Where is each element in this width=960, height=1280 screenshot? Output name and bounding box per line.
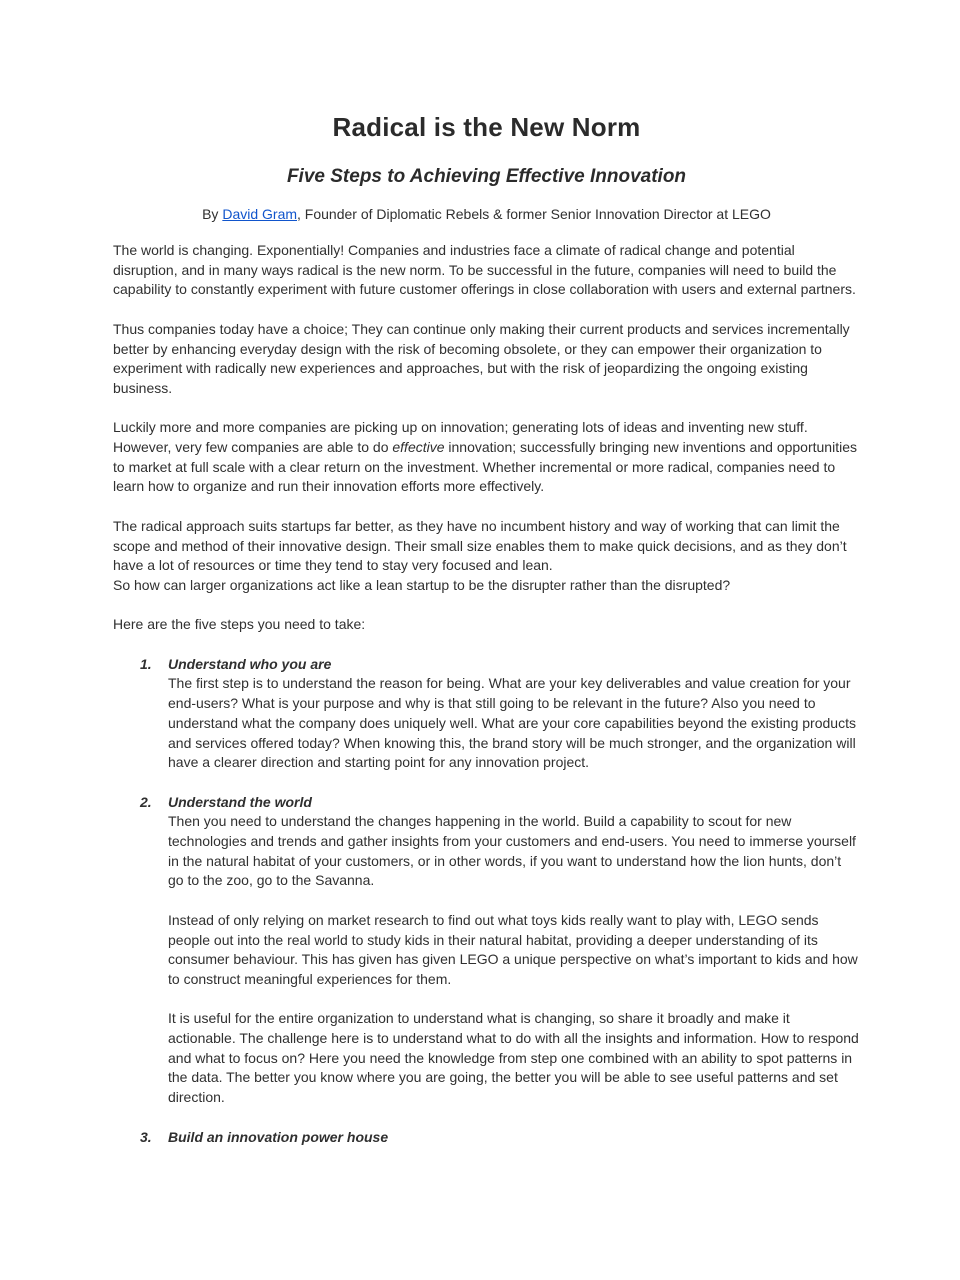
step-item-3 (113, 1128, 860, 1148)
steps-list (113, 655, 860, 1148)
step-body (168, 1128, 860, 1148)
step-item-1 (113, 655, 860, 773)
paragraph-effective-innovation (113, 418, 860, 497)
step-paragraph: Instead of only relying on market research to find out what toys kids really want to play with, LEGO sends people out into the real world to study kids in their natural habitat, providing a deeper understanding of its consumer behaviour. This has given has given LEGO a unique perspective on what’s important to kids and how to construct meaningful experiences for them. (168, 911, 858, 987)
page-title: Radical is the New Norm (332, 112, 641, 142)
byline-suffix: , Founder of Diplomatic Rebels & former Senior Innovation Director at LEGO (297, 206, 771, 222)
step-heading-understand-who-you-are: Understand who you are (168, 655, 332, 672)
author-link[interactable]: David Gram (222, 206, 298, 222)
paragraph-radical-line1: The radical approach suits startups far better, as they have no incumbent history and way of working that can limit the scope and method of their innovative design. Their small size enables them to make quick decisions, and as they don’t have a lot of resources or time they tend to stay very focused and lean. (113, 517, 847, 574)
paragraph-companies-choice: Thus companies today have a choice; They can continue only making their current products and services incrementally better by enhancing everyday design with the risk of becoming obsolete, or they can empower their organization to experiment with radically new experiences and approaches, but with the risk of jeopardizing the ongoing existing business. (113, 320, 850, 396)
paragraph-effective-after: innovation; successfully bringing new inventions and opportunities to market at full scale with a clear return on the investment. Whether incremental or more radical, companies need to learn how to organize and run their innovation efforts more effectively. (113, 439, 857, 495)
step-heading-understand-the-world: Understand the world (168, 793, 312, 810)
paragraph-effective-before: Luckily more and more companies are picking up on innovation; generating lots of ideas and inventing new stuff. However, very few companies are able to do (113, 419, 808, 455)
byline-prefix: By (202, 206, 223, 222)
byline (113, 206, 860, 222)
step-paragraph: Then you need to understand the changes happening in the world. Build a capability to scout for new technologies and trends and gather insights from your customers and end-users. You need to immerse yourself in the natural habitat of your customers, or in other words, if you want to understand how the lion hunts, don’t go to the zoo, go to the Savanna. (168, 813, 856, 889)
step-paragraph: The first step is to understand the reason for being. What are your key deliverables and value creation for your end-users? What is your purpose and why is that still going to be relevant in the future? Also you need to understand what the company does uniquely well. What are your core capabilities beyond the existing products and services offered today? When knowing this, the brand story will be much stronger, and the organization will have a clearer direction and starting point for any innovation project. (168, 675, 856, 771)
paragraph-radical-line2: So how can larger organizations act like a lean startup to be the disrupter rather than the disrupted? (113, 576, 731, 593)
list-intro: Here are the five steps you need to take: (113, 616, 366, 633)
step-body (168, 655, 860, 773)
step-body (168, 793, 860, 1108)
step-paragraph: It is useful for the entire organization to understand what is changing, so share it broadly and make it actionable. The challenge here is to understand what to do with all the insights and information. How to respond and what to focus on? Here you need the knowledge from step one combined with an ability to spot patterns in the data. The better you know where you are going, the better you will be able to see useful patterns and set direction. (168, 1010, 859, 1106)
step-heading-build-innovation-power-house: Build an innovation power house (168, 1128, 389, 1145)
paragraph-world-changing: The world is changing. Exponentially! Companies and industries face a climate of radical change and potential disruption, and in many ways radical is the new norm. To be successful in the future, companies will need to build the capability to constantly experiment with future customer offerings in close collaboration with users and external partners. (113, 242, 856, 298)
step-number: 3. (140, 1128, 152, 1145)
page-subtitle: Five Steps to Achieving Effective Innovation (286, 166, 687, 187)
step-number: 1. (140, 655, 152, 672)
paragraph-radical-startups (113, 517, 860, 596)
step-item-2 (113, 793, 860, 1108)
effective-italic-word: effective (392, 439, 445, 455)
step-number: 2. (140, 793, 152, 810)
